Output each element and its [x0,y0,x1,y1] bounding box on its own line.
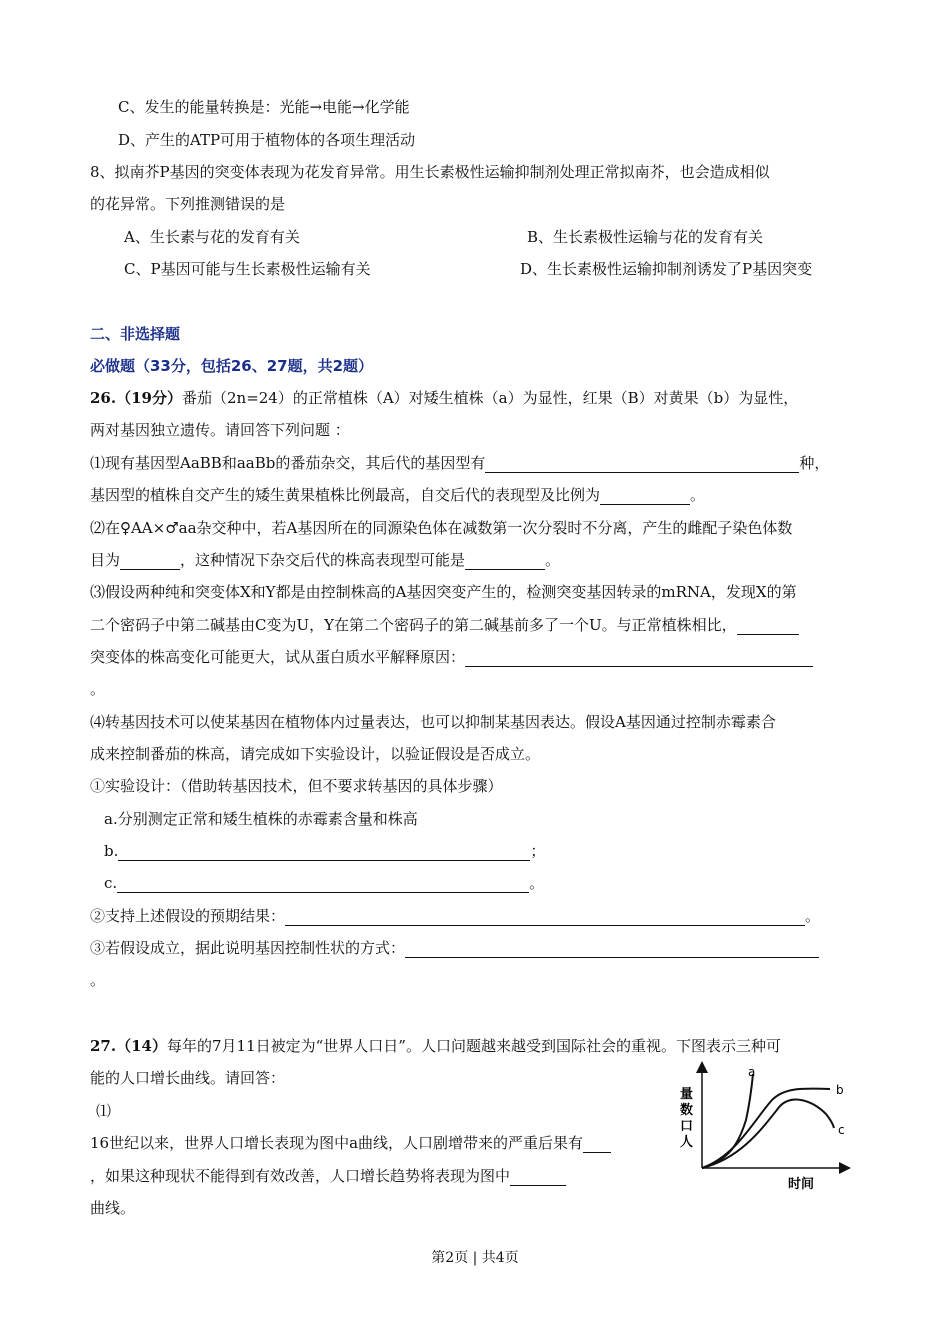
q26-part1-end: 。 [690,486,706,504]
q8-stem-line2: 的花异常。下列推测错误的是 [90,195,286,213]
q26-step1-b-line [104,841,545,861]
section-subtitle: 必做题（33分，包括26、27题，共2题） [90,357,374,375]
q27-stem-line1 [90,1036,781,1056]
q26-part1-line2 [90,485,705,505]
y-axis-label-char: 人 [680,1135,694,1150]
q26-part3-line3 [90,647,813,667]
q26-part1-text: ⑴现有基因型AaBB和aaBb的番茄杂交，其后代的基因型有 [90,454,486,472]
q8-option-d: D、生长素极性运输抑制剂诱发了P基因突变 [520,260,813,278]
q7-option-d: D、产生的ATP可用于植物体的各项生理活动 [118,131,416,149]
q26-step1-c-line [104,873,544,893]
answer-blank[interactable] [285,909,805,926]
y-axis-label [680,1086,693,1150]
q26-stem-line2: 两对基因独立遗传。请回答下列问题 ： [90,421,350,439]
q26-part2-text: 目为 [90,551,121,569]
x-axis-label: 时间 [788,1177,815,1192]
q26-part3-end: 。 [90,680,106,698]
q8-option-a: A、生长素与花的发育有关 [124,228,300,246]
q26-step1-b: b. [104,842,119,860]
page-footer: 第2页 | 共4页 [431,1250,519,1266]
q26-part3-text2: 突变体的株高变化可能更大，试从蛋白质水平解释原因： [90,648,466,666]
q26-number: 26.（19分） [90,389,182,407]
q26-part2-mid: ，这种情况下杂交后代的株高表现型可能是 [180,551,466,569]
answer-blank[interactable] [485,456,799,473]
curve-b [702,1089,830,1168]
q26-step1-c: c. [104,874,118,892]
q26-part3-text: 二个密码子中第二碱基由C变为U，Y在第二个密码子的第二碱基前多了一个U。与正常植株相比， [90,616,737,634]
q26-step3-line [90,938,819,958]
q8-stem-line1: 8、拟南芥P基因的突变体表现为花发育异常。用生长素极性运输抑制剂处理正常拟南芥，也会造成相似 [90,163,770,181]
answer-blank[interactable] [405,941,819,958]
q26-step3-end: 。 [90,971,106,989]
answer-blank[interactable] [118,844,530,861]
answer-blank[interactable] [600,488,690,505]
answer-blank[interactable] [465,553,545,570]
q8-option-c: C、P基因可能与生长素极性运输有关 [124,260,371,278]
curve-c-label: c [838,1123,845,1137]
q26-step3: ③若假设成立，据此说明基因控制性状的方式： [90,939,406,957]
q26-part4-line1: ⑷转基因技术可以使某基因在植物体内过量表达，也可以抑制某基因表达。假设A基因通过控制赤霉素合 [90,713,776,731]
section-title: 二、非选择题 [90,325,181,343]
q26-stem-text: 番茄（2n=24）的正常植株（A）对矮生植株（a）为显性，红果（B）对黄果（b）为显性， [181,389,799,407]
q8-option-b: B、生长素极性运输与花的发育有关 [527,228,764,246]
q26-step1-b-end: ； [530,842,546,860]
answer-blank[interactable] [583,1136,611,1153]
q26-step1-a: a.分别测定正常和矮生植株的赤霉素含量和株高 [104,810,418,828]
q26-step2: ②支持上述假设的预期结果： [90,907,286,925]
q27-part1-line3: 曲线。 [90,1199,136,1217]
q27-part1-text2: ，如果这种现状不能得到有效改善，人口增长趋势将表现为图中 [90,1167,511,1185]
answer-blank[interactable] [465,650,813,667]
q27-part1-text: 16世纪以来，世界人口增长表现为图中a曲线，人口剧增带来的严重后果有 [90,1134,584,1152]
q26-step2-end: 。 [805,907,821,925]
q27-part1-line1 [90,1133,611,1153]
q7-option-c: C、发生的能量转换是：光能→电能→化学能 [118,98,410,116]
q26-part3-line1: ⑶假设两种纯和突变体X和Y都是由控制株高的A基因突变产生的，检测突变基因转录的mRNA，发现X的第 [90,583,797,601]
answer-blank[interactable] [117,876,529,893]
q26-part1-line1 [90,453,829,473]
population-growth-figure [676,1060,856,1194]
q27-part1-line2 [90,1166,566,1186]
q27-stem-line2: 能的人口增长曲线。请回答： [90,1069,286,1087]
q26-part2-line1: ⑵在♀AA×♂aa杂交种中，若A基因所在的同源染色体在减数第一次分裂时不分离，产生的雌配子染色体数 [90,519,793,537]
q26-part3-line2 [90,615,799,635]
y-axis-label-char: 口 [680,1119,694,1134]
q26-part2-end: 。 [545,551,561,569]
answer-blank[interactable] [737,618,799,635]
q26-part4-line2: 成来控制番茄的株高，请完成如下实验设计，以验证假设是否成立。 [90,745,541,763]
q26-step2-line [90,906,820,926]
q26-step1-c-end: 。 [529,874,545,892]
answer-blank[interactable] [510,1169,566,1186]
y-axis-label-char: 量 [680,1087,694,1102]
q27-number: 27.（14） [90,1037,167,1055]
answer-blank[interactable] [120,553,180,570]
q26-part1-text2: 基因型的植株自交产生的矮生黄果植株比例最高，自交后代的表现型及比例为 [90,486,601,504]
q27-part1-label: ⑴ [96,1102,112,1120]
curve-a-label: a [748,1065,756,1079]
q26-stem-line1 [90,388,798,408]
q26-part2-line2 [90,550,560,570]
y-axis-label-char: 数 [680,1103,694,1118]
q27-stem-text: 每年的7月11日被定为“世界人口日”。人口问题越来越受到国际社会的重视。下图表示三种可 [166,1037,781,1055]
curve-b-label: b [836,1083,844,1097]
q26-step1: ①实验设计：（借助转基因技术，但不要求转基因的具体步骤） [90,777,503,795]
q26-part1-unit: 种， [799,454,830,472]
